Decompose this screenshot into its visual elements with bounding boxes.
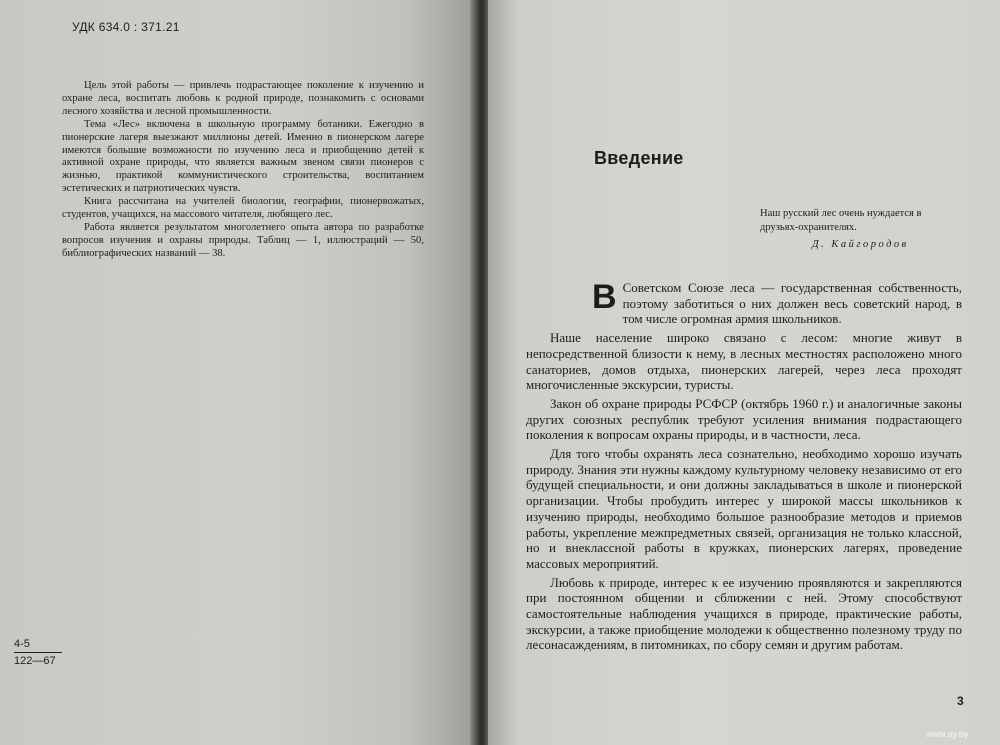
watermark: www.ay.by xyxy=(926,729,969,739)
page-number: 3 xyxy=(957,694,964,708)
chapter-body xyxy=(526,280,962,656)
code-bottom: 122—67 xyxy=(14,655,56,667)
epigraph-author: Д. Кайгородов xyxy=(812,239,909,250)
body-paragraph xyxy=(526,280,962,327)
first-paragraph-text: Советском Союзе леса — государственная собственность, поэтому заботиться о них должен весь советский народ, в том числе огромная армия школьников. xyxy=(622,280,962,327)
annotation-paragraph: Цель этой работы — привлечь подрастающее поколение к изучению и охране леса, воспитать любовь к родной природе, познакомить с основами лесного хозяйства и лесной промышленности. xyxy=(62,80,424,117)
body-paragraph: Наше население широко связано с лесом: многие живут в непосредственной близости к нему, в лесных местностях расположено много санаториев, домов отдыха, пионерских лагерей, через леса проходят многочисленные экскурсии, туристы. xyxy=(526,330,962,393)
epigraph: Наш русский лес очень нуждается в друзьях-охранителях. xyxy=(760,208,922,233)
body-paragraph: Любовь к природе, интерес к ее изучению проявляются и закрепляются при постоянном общении и сближении с ней. Этому способствуют самостоятельные наблюдения учащихся в природе, практические работы, экскурсии, а также приобщение молодежи к общественно полезному труду по лесонасаждениям, в питомниках, по сбору семян и другим работам. xyxy=(526,574,962,653)
body-paragraph: Для того чтобы охранять леса сознательно, необходимо хорошо изучать природу. Знания эти нужны каждому культурному человеку независимо от его будущей специальности, и они должны закладываться в школе и пионерской организации. Чтобы пробудить интерес у широкой массы школьников к изучению природы, необходимо большое разнообразие методов и приемов работы, укрепление межпредметных связей, организация не только классной, но и внеклассной работы в кружках, пионерских лагерях, проведение массовых мероприятий. xyxy=(526,446,962,571)
left-page xyxy=(0,0,478,745)
chapter-title: Введение xyxy=(594,148,684,168)
annotation-paragraph: Работа является результатом многолетнего опыта автора по разработке вопросов изучения и охраны природы. Таблиц — 1, иллюстраций — 50, библиографических названий — 38. xyxy=(62,221,424,259)
code-top: 4-5 xyxy=(14,638,30,650)
udk-code: УДК 634.0 : 371.21 xyxy=(72,20,180,34)
catalog-codes xyxy=(14,637,62,668)
code-divider xyxy=(14,652,62,653)
annotation-paragraph: Тема «Лес» включена в школьную программу ботаники. Ежегодно в пионерские лагеря выезжают миллионы детей. Именно в пионерском лагере имеются большие возможности по изучению леса и приобщению детей к активной охране природы, что является важным звеном связи пионеров с жизнью, практикой коммунистического строительства, воспитанием эстетических и патриотических чувств. xyxy=(62,118,424,195)
drop-cap: В xyxy=(592,278,617,316)
annotation xyxy=(62,80,424,261)
annotation-paragraph: Книга рассчитана на учителей биологии, географии, пионервожатых, студентов, учащихся, на массового читателя, любящего лес. xyxy=(62,196,424,221)
body-paragraph: Закон об охране природы РСФСР (октябрь 1960 г.) и аналогичные законы других союзных республик требуют усиления внимания подрастающего поколения к вопросам охраны природы, и в частности, леса. xyxy=(526,395,962,443)
